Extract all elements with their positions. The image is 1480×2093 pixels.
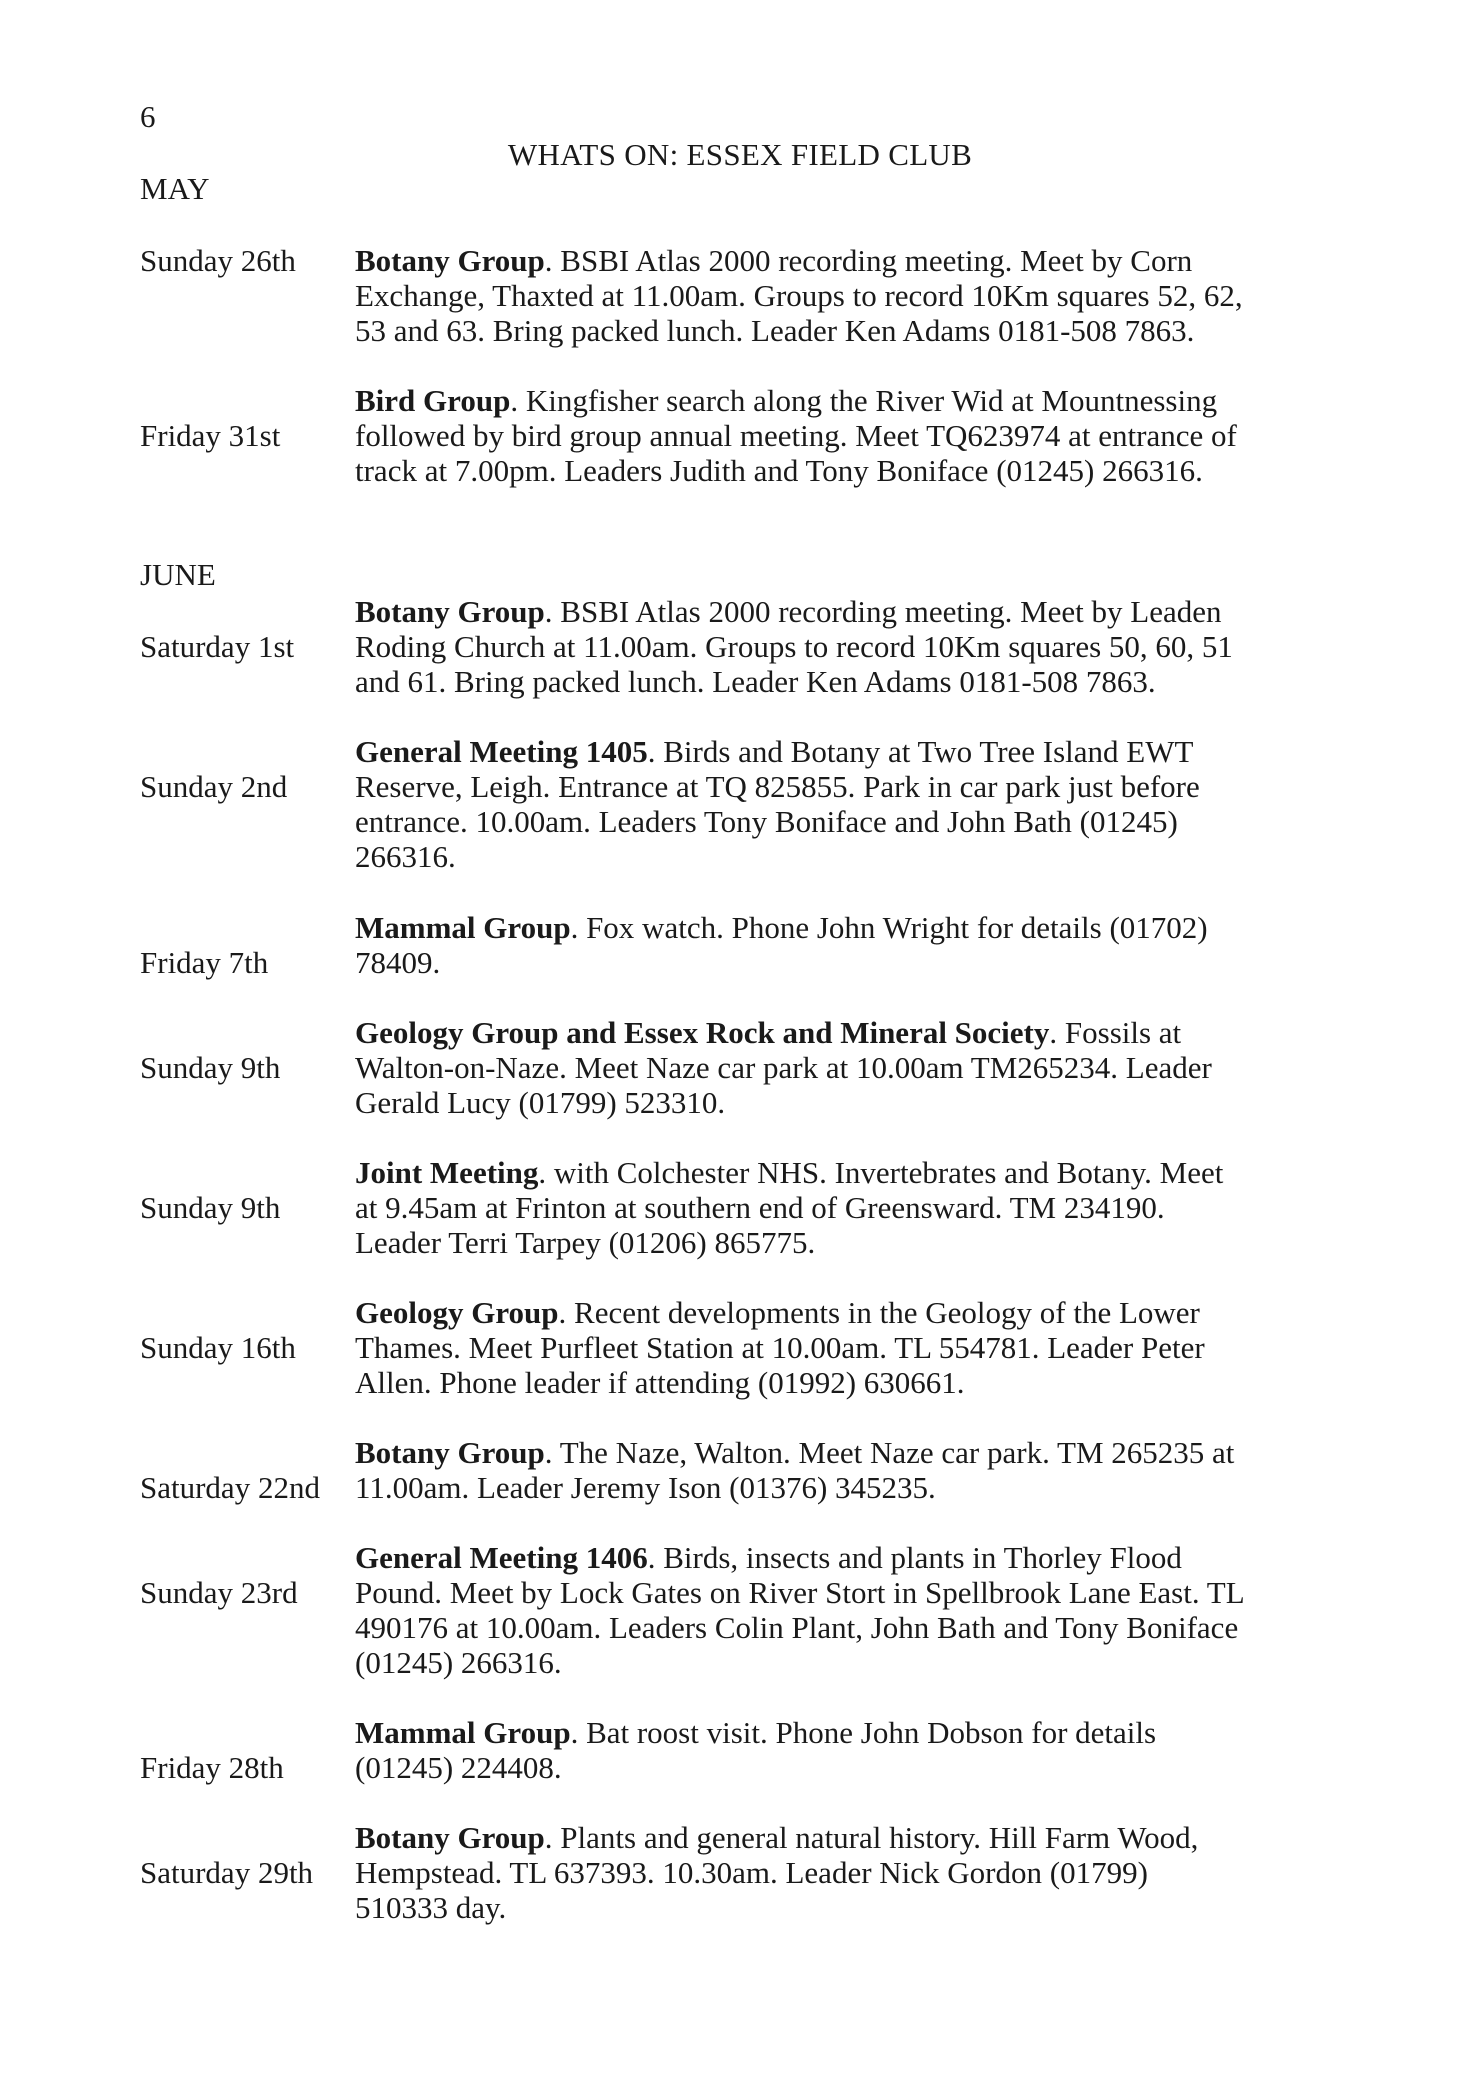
page-heading: WHATS ON: ESSEX FIELD CLUB (507, 137, 973, 172)
event-line: Thames. Meet Purfleet Station at 10.00am. TL 554781. Leader Peter (355, 1330, 1205, 1365)
event-date: Sunday 23rd (140, 1575, 298, 1610)
event-line: Leader Terri Tarpey (01206) 865775. (355, 1225, 816, 1260)
event-group: Geology Group (355, 1295, 559, 1330)
event-line: Botany Group. BSBI Atlas 2000 recording meeting. Meet by Corn (355, 243, 1193, 278)
event-line: followed by bird group annual meeting. Meet TQ623974 at entrance of (355, 418, 1237, 453)
event-date: Sunday 26th (140, 243, 296, 278)
event-line: Geology Group and Essex Rock and Mineral Society. Fossils at (355, 1015, 1182, 1050)
event-description (355, 383, 1355, 488)
event-description (355, 1015, 1355, 1120)
event-line: Botany Group. The Naze, Walton. Meet Naze car park. TM 265235 at (355, 1435, 1235, 1470)
event-group: Bird Group (355, 383, 511, 418)
event-date: Friday 28th (140, 1750, 284, 1785)
event-date: Saturday 29th (140, 1855, 314, 1890)
event-line: 510333 day. (355, 1890, 507, 1925)
event-line: 266316. (355, 839, 456, 874)
event-group: Mammal Group (355, 1715, 571, 1750)
event-date: Saturday 1st (140, 629, 295, 664)
event-line: and 61. Bring packed lunch. Leader Ken Adams 0181-508 7863. (355, 664, 1156, 699)
event-line: Bird Group. Kingfisher search along the River Wid at Mountnessing (355, 383, 1218, 418)
event-line: 490176 at 10.00am. Leaders Colin Plant, John Bath and Tony Boniface (355, 1610, 1239, 1645)
event-line: Hempstead. TL 637393. 10.30am. Leader Nick Gordon (01799) (355, 1855, 1148, 1890)
event-group: Botany Group (355, 1820, 545, 1855)
event-group: Botany Group (355, 594, 545, 629)
event-group: Mammal Group (355, 910, 571, 945)
event-date: Friday 7th (140, 945, 269, 980)
event-line: 53 and 63. Bring packed lunch. Leader Ken Adams 0181-508 7863. (355, 313, 1195, 348)
event-group: Botany Group (355, 243, 545, 278)
month-heading-june: JUNE (140, 557, 216, 592)
event-line: Exchange, Thaxted at 11.00am. Groups to record 10Km squares 52, 62, (355, 278, 1243, 313)
event-date: Sunday 9th (140, 1050, 281, 1085)
event-group: Botany Group (355, 1435, 545, 1470)
event-description (355, 1155, 1355, 1260)
event-date: Sunday 9th (140, 1190, 281, 1225)
event-line: Mammal Group. Fox watch. Phone John Wright for details (01702) (355, 910, 1208, 945)
event-line: Roding Church at 11.00am. Groups to record 10Km squares 50, 60, 51 (355, 629, 1233, 664)
event-line: 11.00am. Leader Jeremy Ison (01376) 345235. (355, 1470, 936, 1505)
event-line: Joint Meeting. with Colchester NHS. Invertebrates and Botany. Meet (355, 1155, 1224, 1190)
event-line: Mammal Group. Bat roost visit. Phone John Dobson for details (355, 1715, 1157, 1750)
event-line: Gerald Lucy (01799) 523310. (355, 1085, 726, 1120)
event-line: Botany Group. Plants and general natural history. Hill Farm Wood, (355, 1820, 1199, 1855)
event-line: (01245) 266316. (355, 1645, 562, 1680)
event-description (355, 1715, 1355, 1785)
month-heading-may: MAY (140, 171, 210, 206)
event-description (355, 594, 1355, 699)
event-line: Geology Group. Recent developments in the Geology of the Lower (355, 1295, 1200, 1330)
event-group: Joint Meeting (355, 1155, 539, 1190)
event-line: track at 7.00pm. Leaders Judith and Tony Boniface (01245) 266316. (355, 453, 1203, 488)
event-date: Saturday 22nd (140, 1470, 320, 1505)
event-group: General Meeting 1406 (355, 1540, 648, 1575)
event-line: Allen. Phone leader if attending (01992) 630661. (355, 1365, 965, 1400)
event-date: Sunday 2nd (140, 769, 288, 804)
event-date: Friday 31st (140, 418, 281, 453)
event-line: Reserve, Leigh. Entrance at TQ 825855. Park in car park just before (355, 769, 1200, 804)
event-line: Pound. Meet by Lock Gates on River Stort in Spellbrook Lane East. TL (355, 1575, 1245, 1610)
event-description (355, 1820, 1355, 1925)
event-line: at 9.45am at Frinton at southern end of Greensward. TM 234190. (355, 1190, 1165, 1225)
event-description (355, 910, 1355, 980)
event-line: Botany Group. BSBI Atlas 2000 recording meeting. Meet by Leaden (355, 594, 1222, 629)
event-line: General Meeting 1406. Birds, insects and plants in Thorley Flood (355, 1540, 1182, 1575)
event-description (355, 1435, 1355, 1505)
event-line: General Meeting 1405. Birds and Botany at Two Tree Island EWT (355, 734, 1194, 769)
page-number: 6 (140, 99, 156, 134)
event-description (355, 1295, 1355, 1400)
event-line: entrance. 10.00am. Leaders Tony Boniface and John Bath (01245) (355, 804, 1178, 839)
event-group: General Meeting 1405 (355, 734, 648, 769)
event-line: Walton-on-Naze. Meet Naze car park at 10.00am TM265234. Leader (355, 1050, 1212, 1085)
event-line: (01245) 224408. (355, 1750, 562, 1785)
event-date: Sunday 16th (140, 1330, 296, 1365)
event-line: 78409. (355, 945, 441, 980)
event-description (355, 243, 1355, 348)
event-description (355, 734, 1355, 874)
event-group: Geology Group and Essex Rock and Mineral Society (355, 1015, 1050, 1050)
event-description (355, 1540, 1355, 1680)
